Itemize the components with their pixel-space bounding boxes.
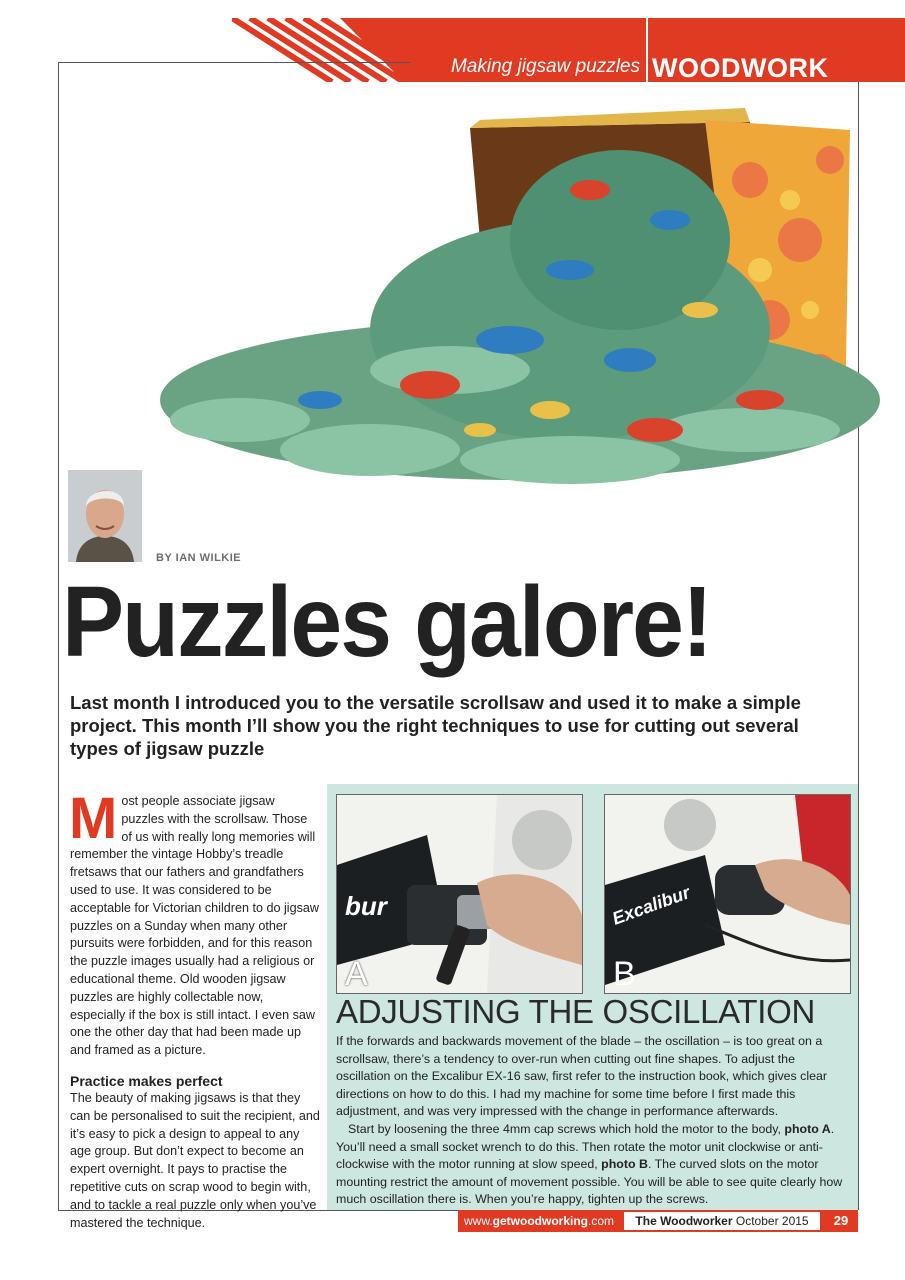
panel-body (336, 1033, 850, 1209)
footer-magazine (624, 1212, 820, 1230)
panel-text: . You’ll need a small socket wrench to do this. Then rotate the motor unit clockwise or anti-clockwise with the motor running at slow speed, (336, 1121, 835, 1172)
magazine-issue: October 2015 (735, 1214, 809, 1228)
page-number: 29 (833, 1213, 849, 1228)
hero-image (150, 100, 880, 500)
header-section: WOODWORK (652, 53, 829, 83)
header-stripes (232, 18, 412, 82)
url-suffix: .com (587, 1214, 614, 1228)
photo-a (336, 794, 583, 994)
dropcap: M (69, 786, 118, 851)
standfirst: Last month I introduced you to the versatile scrollsaw and used it to make a simple project. This month I’ll show you the right techniques to use for cutting out several types of jigsaw puzzle (70, 692, 801, 759)
header-separator (646, 18, 648, 82)
author-photo (68, 470, 142, 562)
frame-line (58, 62, 410, 63)
panel-title: ADJUSTING THE OSCILLATION (336, 993, 816, 1030)
headline: Puzzles galore! (62, 566, 712, 678)
photo-b (604, 794, 851, 994)
photo-ref-b: photo B (601, 1157, 648, 1172)
photo-a-brand: bur (345, 891, 387, 921)
intro-paragraph (69, 786, 320, 1060)
photo-b-brand: Excalibur (609, 882, 693, 929)
photo-a-label: A (345, 955, 368, 993)
footer-url[interactable] (458, 1210, 620, 1232)
panel-text: . The curved slots on the motor mounting restrict the amount of movement possible. You will be able to see quite clearly how much oscillation there is. When you’re happy, tighten up the screws. (336, 1157, 843, 1207)
panel-paragraph-2 (336, 1121, 850, 1209)
header-kicker: Making jigsaw puzzles (450, 56, 640, 77)
photo-ref-a: photo A (784, 1121, 831, 1136)
subheading: Practice makes perfect (70, 1072, 223, 1089)
frame-line (58, 62, 59, 1210)
url-prefix: www. (463, 1214, 493, 1228)
photo-b-label: B (613, 955, 636, 993)
body-column-left (69, 786, 320, 1232)
intro-text: ost people associate jigsaw puzzles with the scrollsaw. Those of us with really long memories will remember the vintage Hobby’s treadle fretsaws that our fathers and grandfathers used to use. It was considered to be acceptable for Victorian children to do jigsaw puzzles on a Sunday when many other pursuits were forbidden, and for this reason the puzzle images usually had a religious or educational theme. Old wooden jigsaw puzzles are highly collectable now, especially if the box is still intact. I even saw one the other day that had been made up and framed as a picture. (70, 794, 319, 1058)
byline: BY IAN WILKIE (156, 552, 242, 564)
panel-text: Start by loosening the three 4mm cap screws which hold the motor to the body, (348, 1121, 785, 1136)
panel-paragraph-1: If the forwards and backwards movement of the blade – the oscillation – is too great on a scrollsaw, there’s a tendency to over-run when cutting out fine shapes. To adjust the oscillation on the Excalibur EX-16 saw, first refer to the instruction book, which gives clear directions on how to do this. I had my machine for some time before I first made this adjustment, and was very impressed with the change in performance afterwards. (336, 1034, 828, 1119)
practice-paragraph: The beauty of making jigsaws is that they can be personalised to suit the recipient, and it’s easy to pick a design to appeal to any age group. But don’t expect to become an expert overnight. It pays to practise the repetitive cuts on scrap wood to begin with, and to tackle a real puzzle only when you’ve mastered the technique. (70, 1090, 320, 1230)
url-domain: getwoodworking (492, 1214, 588, 1228)
magazine-name: The Woodworker (635, 1214, 733, 1228)
